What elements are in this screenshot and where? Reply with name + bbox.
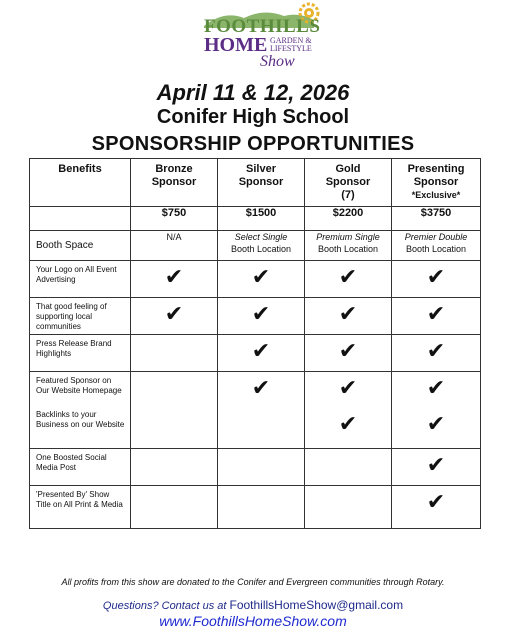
- booth-presenting-location: Booth Location: [405, 244, 467, 254]
- benefit-label-logo: Your Logo on All Event Advertising: [30, 261, 131, 298]
- gold-count: (7): [341, 189, 355, 201]
- page-title: SPONSORSHIP OPPORTUNITIES: [91, 133, 415, 155]
- header-presenting: [392, 159, 481, 207]
- benefit-row-presented: [30, 486, 481, 529]
- benefit-label-boosted: One Boosted Social Media Post: [30, 449, 131, 486]
- logo-lifestyle: LIFESTYLE: [270, 44, 312, 53]
- checkmark-icon: ✔: [251, 376, 271, 401]
- empty-cell: [131, 486, 218, 529]
- logo-garden: GARDEN &: [270, 36, 312, 45]
- empty-cell: [218, 449, 305, 486]
- check-cell: [392, 449, 481, 486]
- check-cell: [305, 335, 392, 372]
- checkmark-icon: ✔: [338, 265, 358, 290]
- header-silver: [218, 159, 305, 207]
- booth-gold-type: Premium Single: [316, 232, 380, 242]
- booth-label: Booth Space: [30, 231, 131, 261]
- empty-cell: [305, 449, 392, 486]
- empty-cell: [218, 486, 305, 529]
- gold-subtitle: Sponsor: [325, 176, 371, 188]
- price-empty-cell: [30, 207, 131, 231]
- event-dates: April 11 & 12, 2026: [156, 80, 350, 105]
- checkmark-icon: ✔: [426, 302, 446, 327]
- checkmark-icon: ✔: [426, 376, 446, 401]
- silver-title: Silver: [246, 163, 276, 175]
- checkmark-icon: ✔: [338, 302, 358, 327]
- bronze-subtitle: Sponsor: [151, 176, 197, 188]
- sponsorship-table: [29, 158, 481, 529]
- booth-gold: [305, 231, 392, 261]
- price-presenting: $3750: [392, 207, 481, 231]
- contact-email-link[interactable]: FoothillsHomeShow@gmail.com: [229, 598, 404, 612]
- header-bronze: [131, 159, 218, 207]
- presenting-exclusive: *Exclusive*: [411, 190, 461, 200]
- show-logo: [196, 2, 326, 74]
- check-cell: [305, 372, 392, 449]
- contact-prefix: Questions? Contact us at: [102, 600, 227, 612]
- check-cell: [305, 261, 392, 298]
- benefit-label-featured: Featured Sponsor on Our Website Homepage: [36, 376, 122, 395]
- checkmark-icon: ✔: [251, 265, 271, 290]
- check-cell: [305, 298, 392, 335]
- gold-title: Gold: [335, 163, 361, 175]
- logo-foothills: FOOTHILLS: [204, 16, 321, 37]
- price-gold: $2200: [305, 207, 392, 231]
- benefit-label-website: [30, 372, 131, 449]
- check-cell: [131, 261, 218, 298]
- price-row: [30, 207, 481, 231]
- donation-note: All profits from this show are donated to the Conifer and Evergreen communities through Rotary.: [61, 577, 445, 587]
- bronze-title: Bronze: [155, 163, 193, 175]
- booth-silver-type: Select Single: [234, 232, 288, 242]
- checkmark-icon: ✔: [251, 339, 271, 364]
- checkmark-icon: ✔: [426, 453, 446, 478]
- booth-gold-location: Booth Location: [317, 244, 379, 254]
- empty-cell: [131, 372, 218, 449]
- checkmark-icon: ✔: [426, 339, 446, 364]
- benefit-label-presented: 'Presented By' Show Title on All Print & Media: [30, 486, 131, 529]
- empty-cell: [131, 449, 218, 486]
- benefit-label-press: Press Release Brand Highlights: [30, 335, 131, 372]
- booth-presenting-type: Premier Double: [404, 232, 468, 242]
- silver-subtitle: Sponsor: [238, 176, 284, 188]
- logo-garden-lifestyle: [270, 37, 312, 53]
- benefit-row-website: [30, 372, 481, 449]
- price-bronze: $750: [131, 207, 218, 231]
- booth-bronze: N/A: [131, 231, 218, 261]
- logo-show: Show: [260, 53, 295, 70]
- check-cell: [131, 298, 218, 335]
- header-gold: [305, 159, 392, 207]
- benefit-row-press: [30, 335, 481, 372]
- checkmark-icon: ✔: [426, 490, 446, 515]
- event-venue: Conifer High School: [156, 106, 350, 128]
- checkmark-icon: ✔: [338, 339, 358, 364]
- booth-row: [30, 231, 481, 261]
- checkmark-icon: ✔: [251, 302, 271, 327]
- benefit-label-backlinks: Backlinks to your Business on our Website: [36, 410, 125, 429]
- logo-home: HOME: [204, 34, 268, 56]
- booth-silver-location: Booth Location: [230, 244, 292, 254]
- check-cell: [392, 261, 481, 298]
- check-cell: [392, 486, 481, 529]
- check-cell: [218, 261, 305, 298]
- booth-presenting: [392, 231, 481, 261]
- checkmark-icon: ✔: [164, 265, 184, 290]
- check-cell: [392, 298, 481, 335]
- price-silver: $1500: [218, 207, 305, 231]
- presenting-title: Presenting: [407, 163, 465, 175]
- benefit-row-boosted: [30, 449, 481, 486]
- empty-cell: [305, 486, 392, 529]
- checkmark-icon: ✔: [338, 412, 358, 437]
- header-benefits: Benefits: [30, 159, 131, 207]
- check-cell: [218, 372, 305, 449]
- check-cell: [218, 335, 305, 372]
- website-link[interactable]: www.FoothillsHomeShow.com: [159, 613, 347, 629]
- checkmark-icon: ✔: [164, 302, 184, 327]
- header-row: [30, 159, 481, 207]
- check-cell: [392, 372, 481, 449]
- benefit-row-feeling: [30, 298, 481, 335]
- benefit-row-logo: [30, 261, 481, 298]
- checkmark-icon: ✔: [338, 376, 358, 401]
- check-cell: [392, 335, 481, 372]
- checkmark-icon: ✔: [426, 412, 446, 437]
- checkmark-icon: ✔: [426, 265, 446, 290]
- booth-silver: [218, 231, 305, 261]
- empty-cell: [131, 335, 218, 372]
- presenting-subtitle: Sponsor: [413, 176, 459, 188]
- contact-line: [0, 598, 506, 612]
- check-cell: [218, 298, 305, 335]
- benefit-label-feeling: That good feeling of supporting local communities: [30, 298, 131, 335]
